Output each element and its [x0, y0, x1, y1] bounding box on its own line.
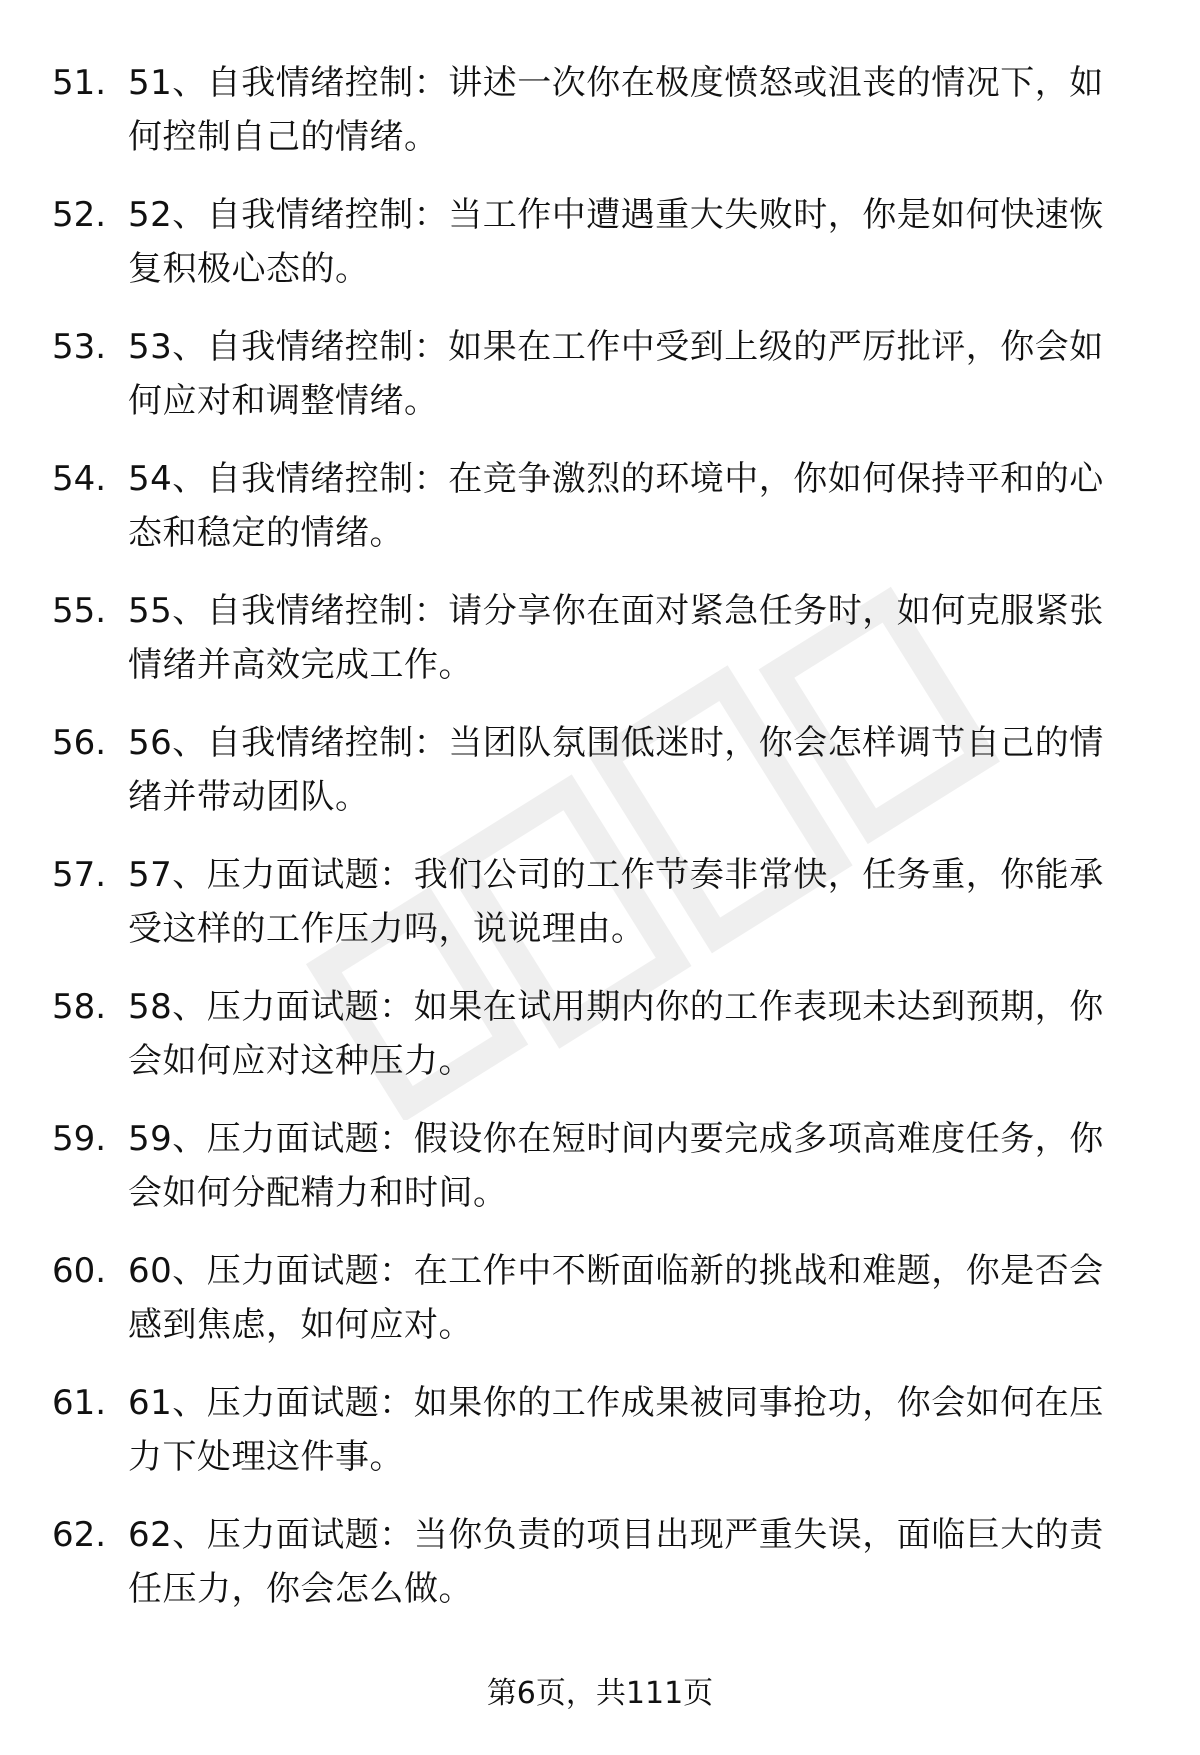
question-number: 59.	[52, 1119, 107, 1159]
question-line-1: 53、自我情绪控制：如果在工作中受到上级的严厉批评，你会如	[128, 327, 1104, 367]
question-line-2: 态和稳定的情绪。	[128, 513, 404, 553]
question-line-2: 感到焦虑，如何应对。	[128, 1305, 473, 1345]
question-number: 58.	[52, 987, 107, 1027]
question-item-62	[0, 1508, 1200, 1640]
question-number: 60.	[52, 1251, 107, 1291]
question-line-2: 何控制自己的情绪。	[128, 117, 439, 157]
question-item-57	[0, 848, 1200, 980]
question-number: 61.	[52, 1383, 107, 1423]
question-number: 52.	[52, 195, 107, 235]
question-number: 54.	[52, 459, 107, 499]
question-text	[128, 56, 1148, 164]
question-line-2: 受这样的工作压力吗，说说理由。	[128, 909, 646, 949]
question-line-1: 54、自我情绪控制：在竞争激烈的环境中，你如何保持平和的心	[128, 459, 1104, 499]
question-text	[128, 584, 1148, 692]
question-number: 62.	[52, 1515, 107, 1555]
question-item-58	[0, 980, 1200, 1112]
question-text	[128, 716, 1148, 824]
question-list	[0, 56, 1200, 1640]
question-item-55	[0, 584, 1200, 716]
question-line-2: 何应对和调整情绪。	[128, 381, 439, 421]
question-text	[128, 1508, 1148, 1616]
question-line-2: 力下处理这件事。	[128, 1437, 404, 1477]
question-line-1: 57、压力面试题：我们公司的工作节奏非常快，任务重，你能承	[128, 855, 1104, 895]
question-line-2: 会如何应对这种压力。	[128, 1041, 473, 1081]
question-text	[128, 848, 1148, 956]
question-item-61	[0, 1376, 1200, 1508]
question-line-1: 60、压力面试题：在工作中不断面临新的挑战和难题，你是否会	[128, 1251, 1104, 1291]
question-line-2: 复积极心态的。	[128, 249, 370, 289]
page-footer	[0, 1674, 1200, 1714]
question-line-1: 56、自我情绪控制：当团队氛围低迷时，你会怎样调节自己的情	[128, 723, 1104, 763]
question-item-56	[0, 716, 1200, 848]
question-line-2: 绪并带动团队。	[128, 777, 370, 817]
question-number: 51.	[52, 63, 107, 103]
question-number: 53.	[52, 327, 107, 367]
question-line-1: 62、压力面试题：当你负责的项目出现严重失误，面临巨大的责	[128, 1515, 1104, 1555]
question-number: 57.	[52, 855, 107, 895]
page-number-label: 第6页，共111页	[486, 1676, 714, 1711]
question-text	[128, 1376, 1148, 1484]
question-line-1: 59、压力面试题：假设你在短时间内要完成多项高难度任务，你	[128, 1119, 1104, 1159]
question-line-1: 52、自我情绪控制：当工作中遭遇重大失败时，你是如何快速恢	[128, 195, 1104, 235]
question-line-2: 任压力，你会怎么做。	[128, 1569, 473, 1609]
question-text	[128, 320, 1148, 428]
question-item-54	[0, 452, 1200, 584]
question-text	[128, 1244, 1148, 1352]
question-line-1: 58、压力面试题：如果在试用期内你的工作表现未达到预期，你	[128, 987, 1104, 1027]
question-number: 56.	[52, 723, 107, 763]
question-item-59	[0, 1112, 1200, 1244]
question-item-52	[0, 188, 1200, 320]
question-line-1: 61、压力面试题：如果你的工作成果被同事抢功，你会如何在压	[128, 1383, 1104, 1423]
question-line-2: 情绪并高效完成工作。	[128, 645, 473, 685]
question-text	[128, 188, 1148, 296]
question-item-60	[0, 1244, 1200, 1376]
question-line-1: 51、自我情绪控制：讲述一次你在极度愤怒或沮丧的情况下，如	[128, 63, 1104, 103]
question-text	[128, 452, 1148, 560]
question-line-1: 55、自我情绪控制：请分享你在面对紧急任务时，如何克服紧张	[128, 591, 1104, 631]
question-line-2: 会如何分配精力和时间。	[128, 1173, 508, 1213]
question-item-53	[0, 320, 1200, 452]
question-text	[128, 1112, 1148, 1220]
question-number: 55.	[52, 591, 107, 631]
question-item-51	[0, 56, 1200, 188]
question-text	[128, 980, 1148, 1088]
